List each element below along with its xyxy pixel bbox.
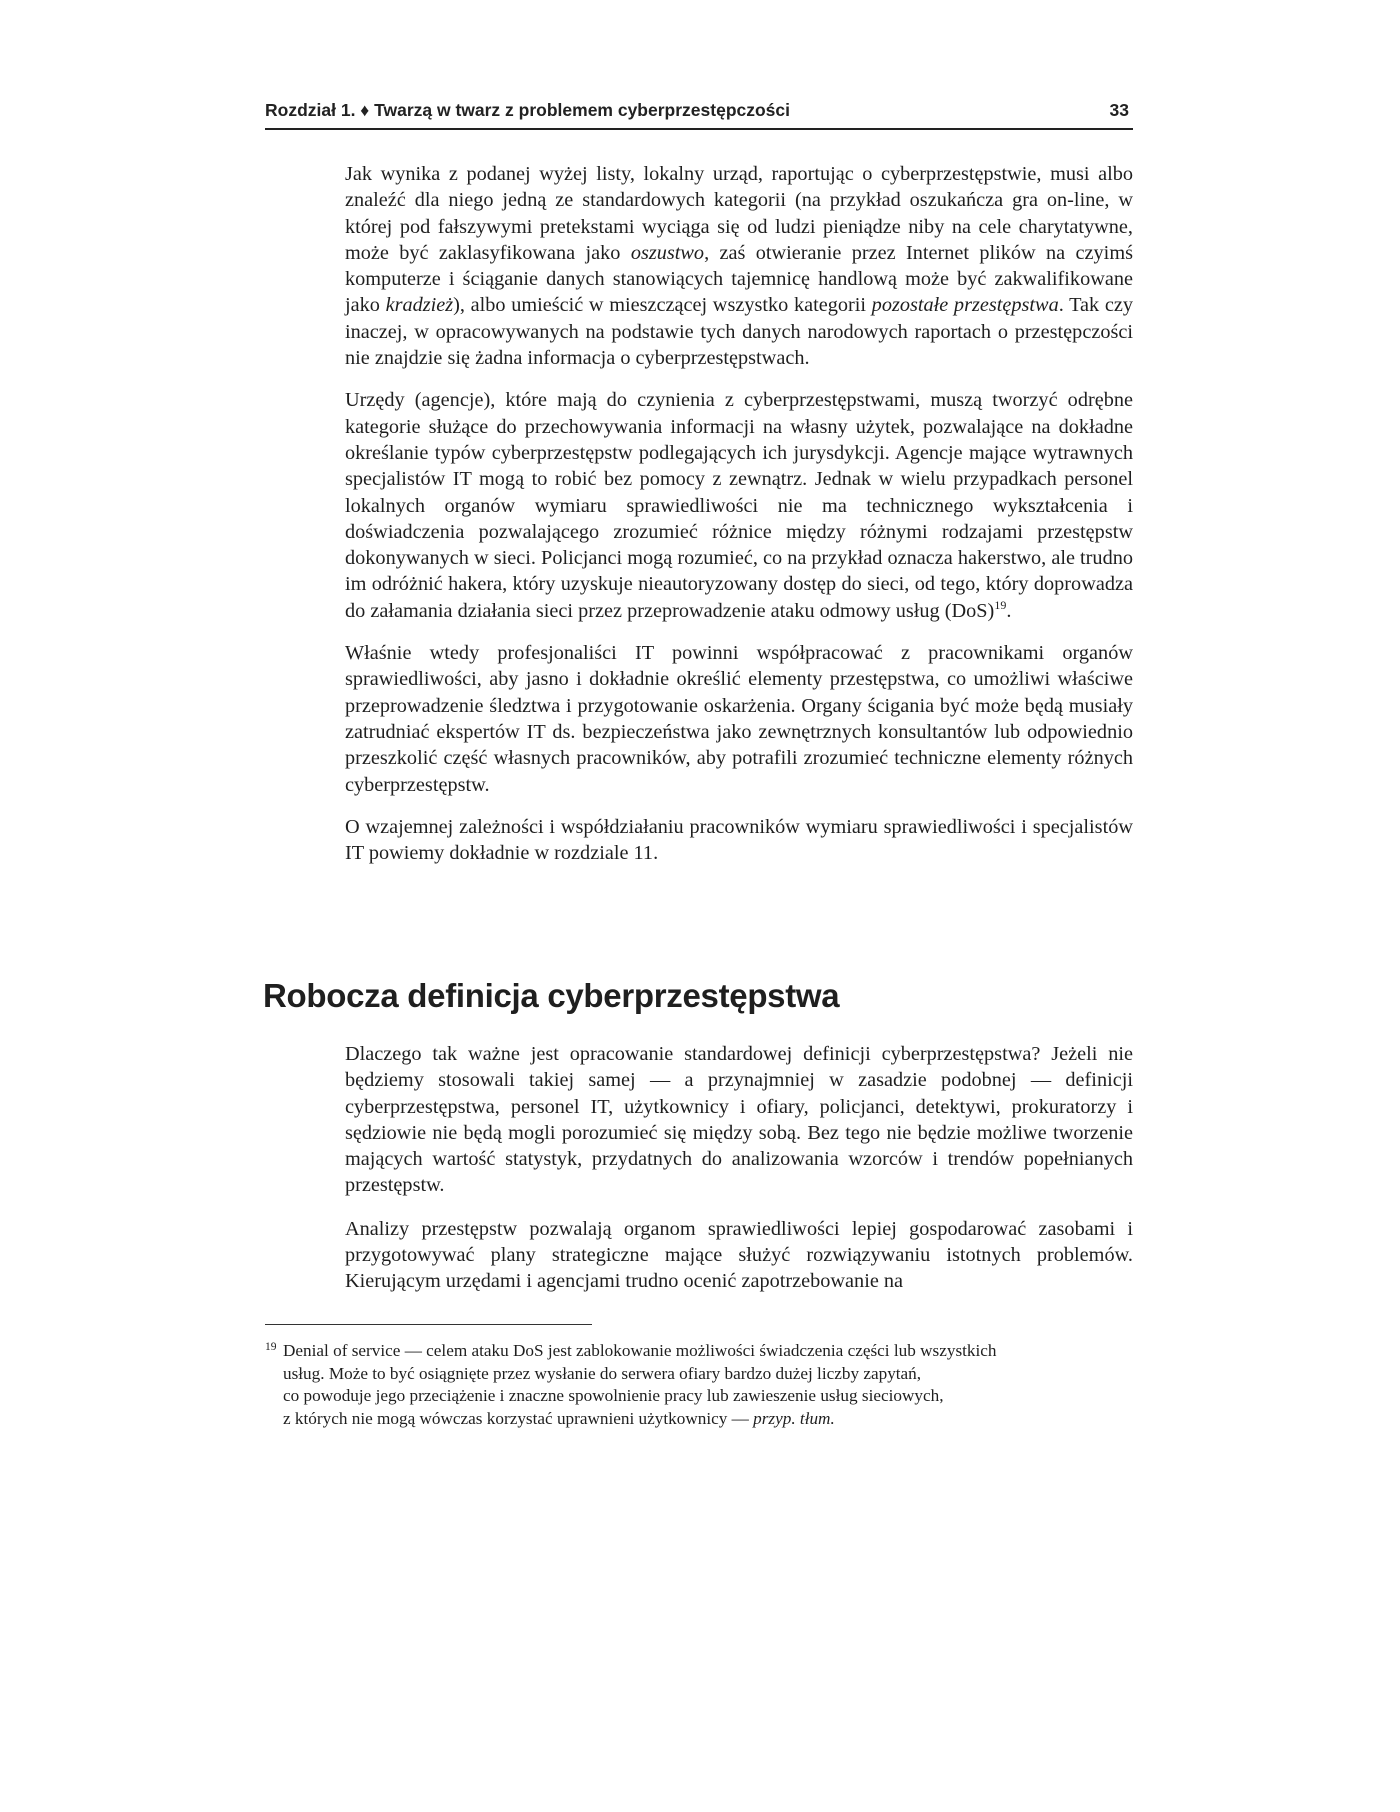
chapter-title: Rozdział 1. ♦ Twarzą w twarz z problemem cyberprzestępczości xyxy=(265,100,791,120)
body-text-lower xyxy=(345,1041,1133,1295)
footnote-line: Denial of service — celem ataku DoS jest zablokowanie możliwości świadczenia części lub wszystkich xyxy=(283,1341,997,1360)
term-kradziez: kradzież xyxy=(385,294,454,317)
footnotes xyxy=(265,1340,1125,1430)
footnote-line: z których nie mogą wówczas korzystać uprawnieni użytkownicy — przyp. tłum. xyxy=(283,1408,835,1428)
term-pozostale-przestepstwa: pozostałe przestępstwa xyxy=(871,294,1059,317)
paragraph-5: Dlaczego tak ważne jest opracowanie standardowej definicji cyberprzestępstwa? Jeżeli nie będziemy stosowali takiej samej — a przynajmniej w zasadzie podobnej — definicji cyberprzestępstwa, personel IT, użytkownicy i ofiary, policjanci, detektywi, prokuratorzy i sędziowie nie będą mogli porozumieć się między sobą. Bez tego nie będzie możliwe tworzenie mających wartość statystyk, przydatnych do analizowania wzorców i trendów popełnianych przestępstw. xyxy=(345,1043,1133,1197)
footnote-reference[interactable]: 19 xyxy=(994,597,1007,612)
paragraph-6: Analizy przestępstw pozwalają organom sprawiedliwości lepiej gospodarować zasobami i przygotowywać plany strategiczne mające służyć rozwiązywaniu istotnych problemów. Kierującym urzędami i agencjami trudno ocenić zapotrzebowanie na xyxy=(345,1217,1133,1293)
footnote-line: co powoduje jego przeciążenie i znaczne spowolnienie pracy lub zawieszenie usług sieciowych, xyxy=(283,1386,944,1405)
page-number: 33 xyxy=(1109,100,1129,120)
paragraph-4: O wzajemnej zależności i współdziałaniu pracowników wymiaru sprawiedliwości i specjalistów IT powiemy dokładnie w rozdziale 11. xyxy=(345,815,1133,865)
translator-note: przyp. tłum. xyxy=(753,1408,835,1428)
paragraph-3: Właśnie wtedy profesjonaliści IT powinni współpracować z pracownikami organów sprawiedliwości, aby jasno i dokładnie określić elementy przestępstwa, co umożliwi właściwe przeprowadzenie śledztwa i przygotowanie oskarżenia. Organy ścigania być może będą musiały zatrudniać ekspertów IT ds. bezpieczeństwa jako zewnętrznych konsultantów lub odpowiednio przeszkolić część własnych pracowników, aby potrafili zrozumieć techniczne elementy różnych cyberprzestępstw. xyxy=(345,642,1133,796)
footnote-separator xyxy=(265,1324,592,1325)
body-text-upper xyxy=(345,161,1133,866)
term-oszustwo: oszustwo xyxy=(630,241,705,264)
footnote-number: 19 xyxy=(265,1341,277,1353)
footnote-line: usług. Może to być osiągnięte przez wysłanie do serwera ofiary bardzo dużej liczby zapytań, xyxy=(283,1363,922,1383)
paragraph-2: Urzędy (agencje), które mają do czynienia z cyberprzestępstwami, muszą tworzyć odrębne kategorie służące do przechowywania informacji na własny użytek, pozwalające na dokładne określanie typów cyberprzestępstw podlegających ich jurysdykcji. Agencje mające wytrawnych specjalistów IT mogą to robić bez pomocy z zewnątrz. Jednak w wielu przypadkach personel lokalnych organów wymiaru sprawiedliwości nie ma technicznego wykształcenia i doświadczenia pozwalającego zrozumieć różnice między różnymi rodzajami przestępstw dokonywanych w sieci. Policjanci mogą rozumieć, co na przykład oznacza hakerstwo, ale trudno im odróżnić hakera, który uzyskuje nieautoryzowany dostęp do sieci, od tego, który doprowadza do załamania działania sieci przez przeprowadzenie ataku odmowy usług (DoS)$^{19}$. xyxy=(345,389,1133,622)
running-header xyxy=(265,100,1133,130)
section-heading: Robocza definicja cyberprzestępstwa xyxy=(263,977,840,1014)
paragraph-1: Jak wynika z podanej wyżej listy, lokalny urząd, raportując o cyberprzestępstwie, musi albo znaleźć dla niego jedną ze standardowych kategorii (na przykład oszukańcza gra on-line, w której pod fałszywymi pretekstami wyciąga się od ludzi pieniądze niby na cele charytatywne, może być zaklasyfikowana jako oszustwo, zaś otwieranie przez Internet plików na czyimś komputerze i ściąganie danych stanowiących tajemnicę handlową może być zakwalifikowane jako kradzież), albo umieścić w mieszczącej wszystko kategorii pozostałe przestępstwa. Tak czy inaczej, w opracowywanych na podstawie tych danych narodowych raportach o przestępczości nie znajdzie się żadna informacja o cyberprzestępstwach. xyxy=(345,163,1133,370)
footnote-19 xyxy=(265,1340,1125,1430)
